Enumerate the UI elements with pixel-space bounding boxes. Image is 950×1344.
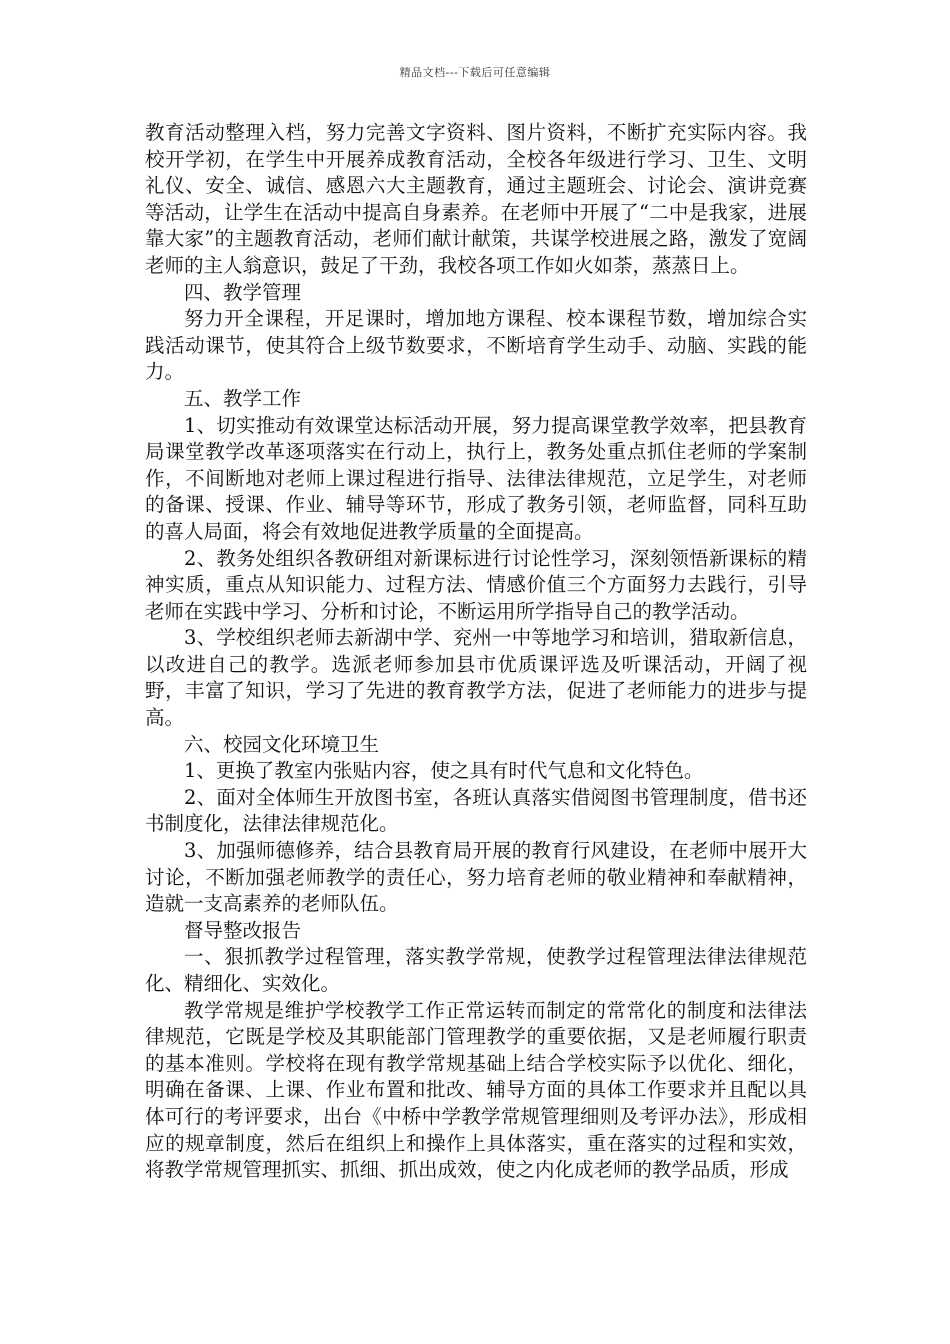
paragraph-supervision-2: 教学常规是维护学校教学工作正常运转而制定的常常化的制度和法律法律规范，它既是学校及其职能部门管理教学的重要依据，又是老师履行职责的基本准则。学校将在现有教学常规基础上结合学校实际予以优化、细化，明确在备课、上课、作业布置和批改、辅导方面的具体工作要求并且配以具体可行的考评要求，出台《中桥中学教学常规管理细则及考评办法》，形成相应的规章制度，然后在组织上和操作上具体落实，重在落实的过程和实效，将教学常规管理抓实、抓细、抓出成效，使之内化成老师的教学品质，形成: [145, 998, 807, 1182]
paragraph-teaching-work-2: 2、教务处组织各教研组对新课标进行讨论性学习，深刻领悟新课标的精神实质，重点从知识能力、过程方法、情感价值三个方面努力去践行，引导老师在实践中学习、分析和讨论，不断运用所学指导自己的教学活动。: [145, 546, 807, 623]
paragraph-teaching-management: 努力开全课程，开足课时，增加地方课程、校本课程节数，增加综合实践活动课节，使其符合上级节数要求，不断培育学生动手、动脑、实践的能力。: [145, 307, 807, 384]
paragraph-continued-intro: 教育活动整理入档，努力完善文字资料、图片资料，不断扩充实际内容。我校开学初，在学生中开展养成教育活动，全校各年级进行学习、卫生、文明礼仪、安全、诚信、感恩六大主题教育，通过主题班会、讨论会、演讲竞赛等活动，让学生在活动中提高自身素养。在老师中开展了“二中是我家，进展靠大家”的主题教育活动，老师们献计献策，共谋学校进展之路，激发了宽阔老师的主人翁意识，鼓足了干劲，我校各项工作如火如荼，蒸蒸日上。: [145, 121, 807, 277]
paragraph-campus-culture-3: 3、加强师德修养，结合县教育局开展的教育行风建设，在老师中展开大讨论，不断加强老师教学的责任心，努力培育老师的敬业精神和奉献精神，造就一支高素养的老师队伍。: [145, 839, 807, 916]
page-header: 精品文档---下载后可任意编辑: [399, 66, 551, 79]
paragraph-teaching-work-1: 1、切实推动有效课堂达标活动开展，努力提高课堂教学效率，把县教育局课堂教学改革逐项落实在行动上，执行上，教务处重点抓住老师的学案制作，不间断地对老师上课过程进行指导、法律法律规范，立足学生，对老师的备课、授课、作业、辅导等环节，形成了教务引领，老师监督，同科互助的喜人局面，将会有效地促进教学质量的全面提高。: [145, 413, 807, 543]
paragraph-supervision-1: 一、狠抓教学过程管理，落实教学常规，使教学过程管理法律法律规范化、精细化、实效化。: [145, 945, 807, 995]
paragraph-campus-culture-1: 1、更换了教室内张贴内容，使之具有时代气息和文化特色。: [184, 759, 704, 783]
document-body: [145, 120, 807, 1184]
paragraph-campus-culture-2: 2、面对全体师生开放图书室，各班认真落实借阅图书管理制度，借书还书制度化，法律法律规范化。: [145, 785, 807, 836]
paragraph-teaching-work-3: 3、学校组织老师去新湖中学、兖州一中等地学习和培训，猎取新信息，以改进自己的教学。选派老师参加县市优质课评选及听课活动，开阔了视野，丰富了知识，学习了先进的教育教学方法，促进了老师能力的进步与提高。: [145, 626, 807, 730]
section-heading-supervision-report: 督导整改报告: [184, 918, 302, 942]
section-heading-campus-culture: 六、校园文化环境卫生: [184, 732, 380, 756]
section-heading-teaching-management: 四、教学管理: [184, 280, 302, 304]
section-heading-teaching-work: 五、教学工作: [184, 386, 302, 410]
